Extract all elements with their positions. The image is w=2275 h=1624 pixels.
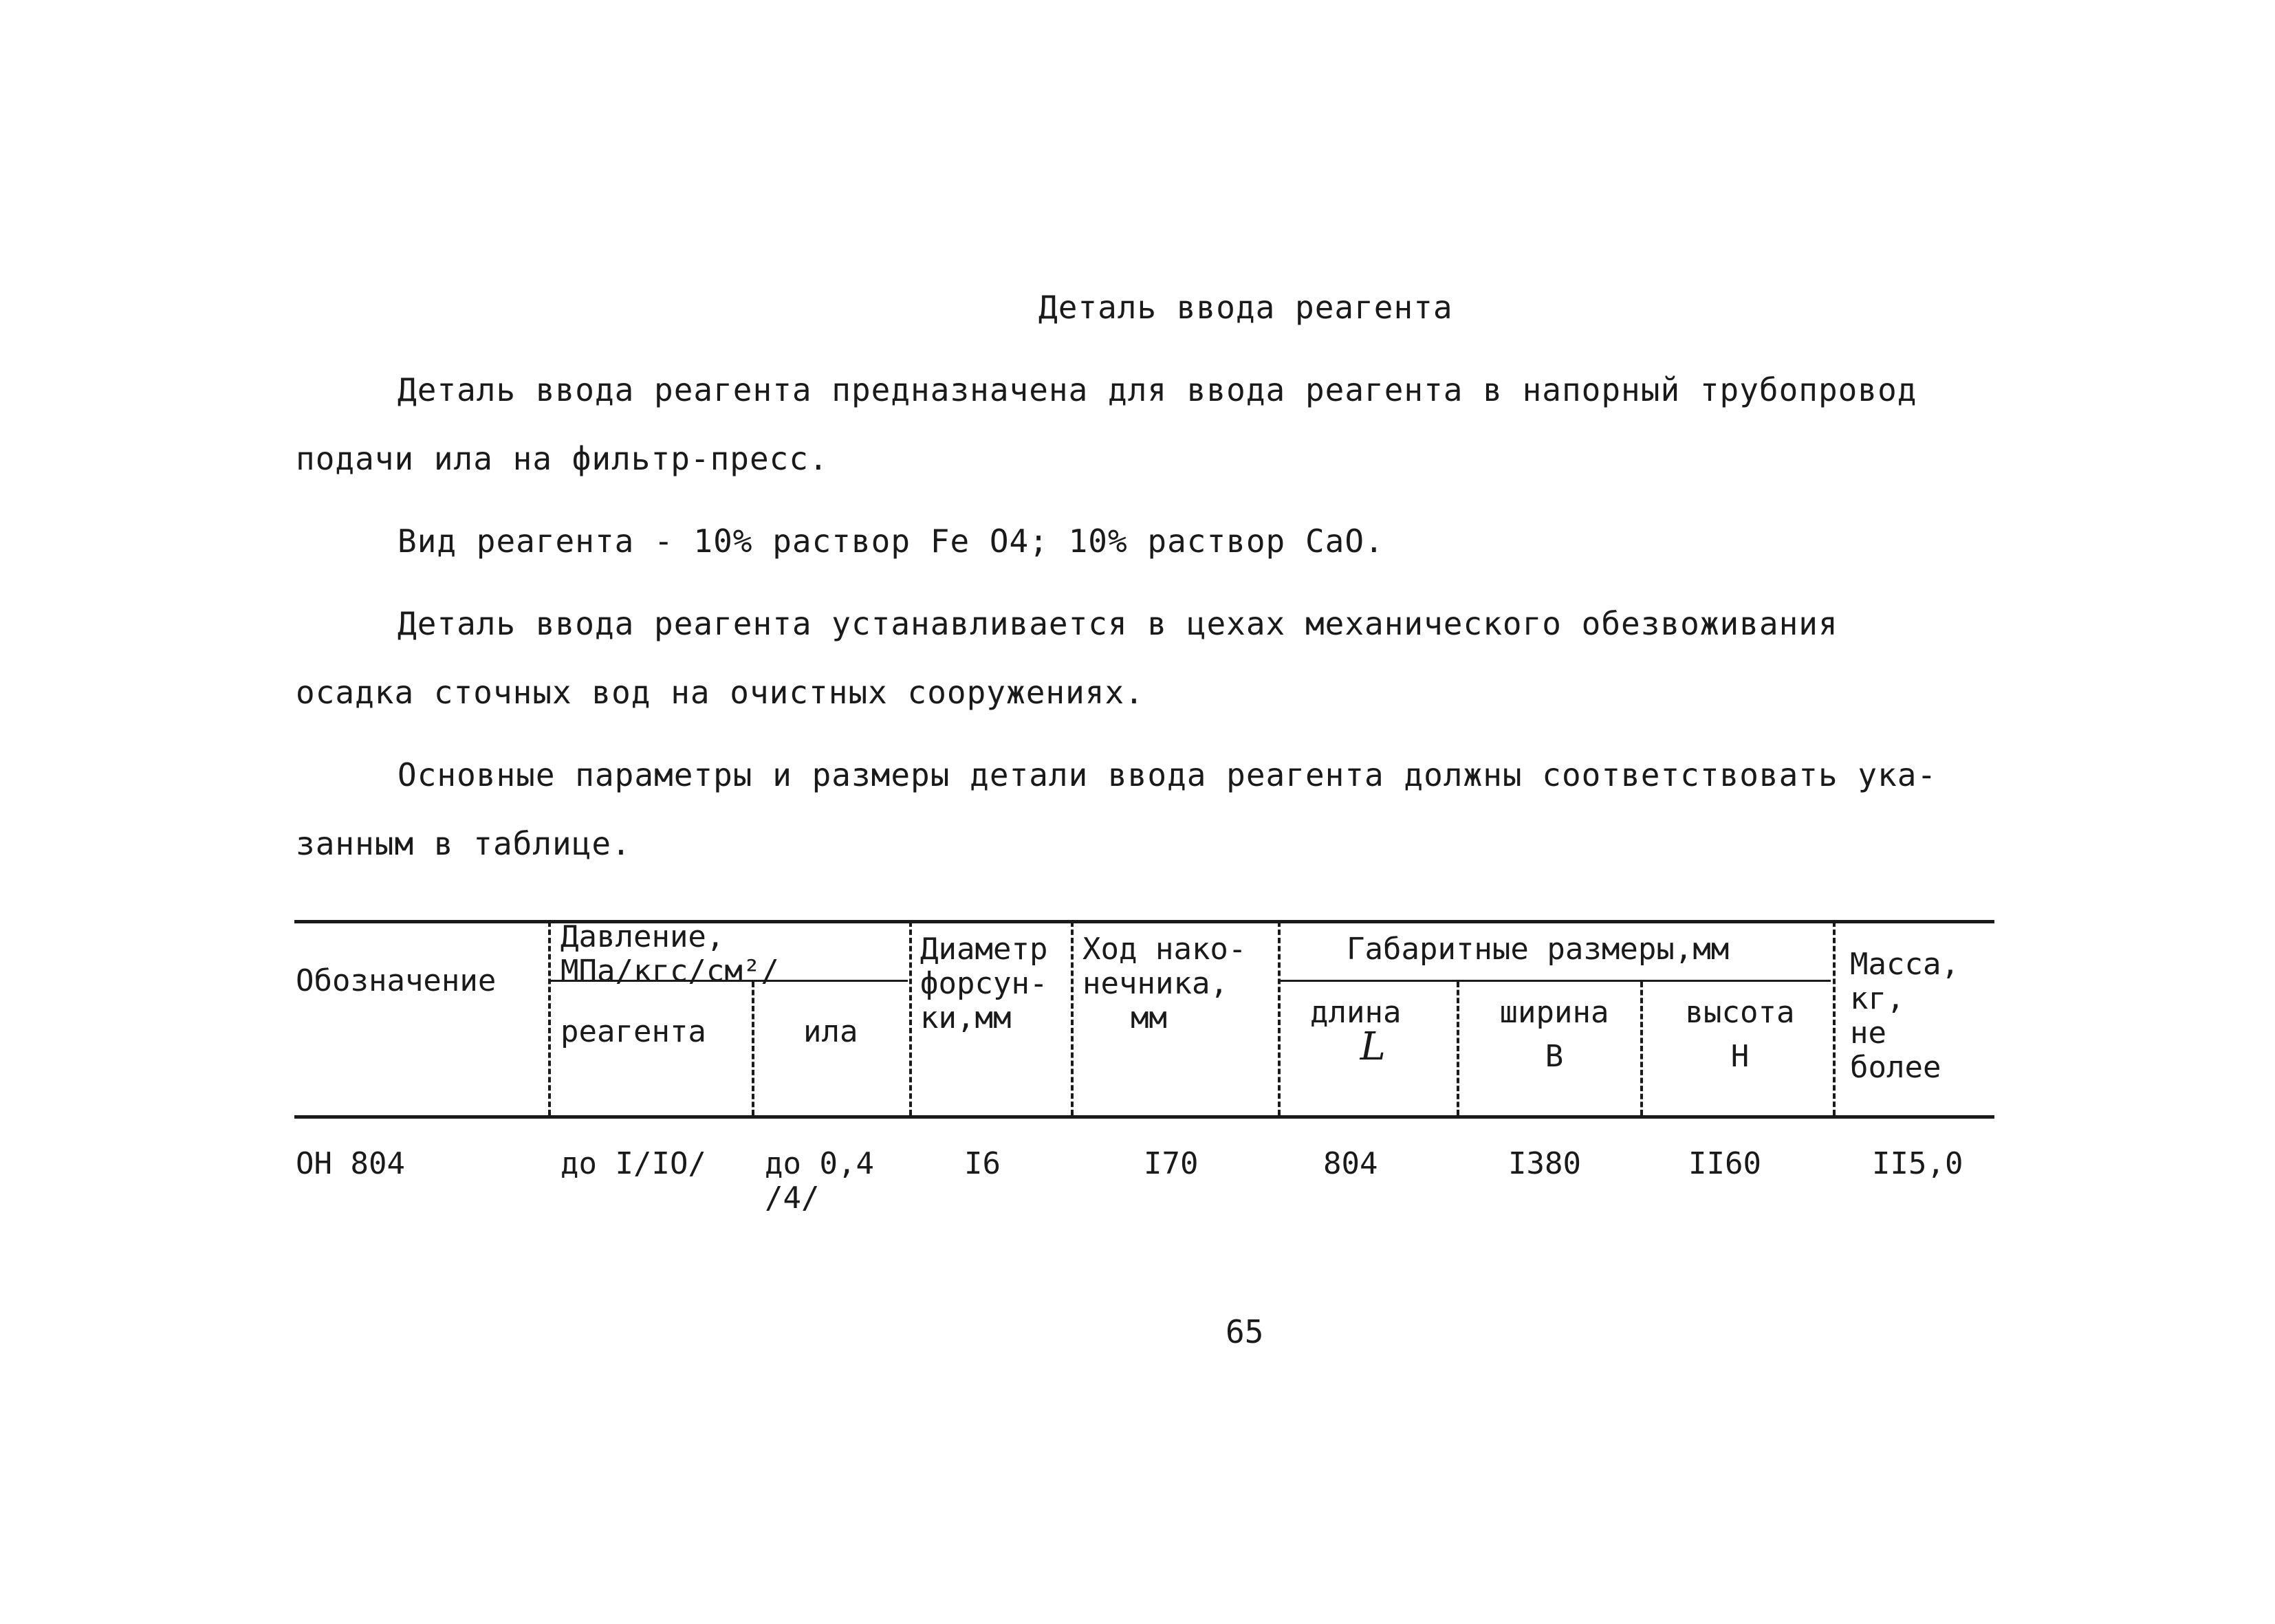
cell-length: 804 [1323, 1146, 1378, 1181]
header-stroke-line-3: мм [1131, 1000, 1167, 1035]
table-column-divider [1640, 982, 1643, 1115]
header-height [1664, 996, 1816, 1074]
cell-sludge-pressure [765, 1147, 874, 1216]
cell-sludge-pressure-line-2: /4/ [765, 1181, 820, 1216]
paragraph-parameters-line-1: Основные параметры и размеры детали ввода реагента должны соответствовать ука- [398, 756, 1937, 793]
document-title: Деталь ввода реагента [1038, 289, 1453, 326]
header-width-symbol: В [1545, 1039, 1564, 1074]
header-reagent: реагента [560, 1014, 706, 1049]
paragraph-reagent-type: Вид реагента - 10% раствор Fe O4; 10% раствор CaO. [398, 523, 1384, 560]
cell-diameter: I6 [964, 1146, 1001, 1181]
cell-mass: II5,0 [1872, 1146, 1963, 1181]
header-pressure-line-1: Давление, [560, 919, 725, 954]
header-sludge: ила [803, 1014, 858, 1049]
table-column-divider [752, 982, 754, 1115]
header-overall-dimensions: Габаритные размеры,мм [1347, 932, 1730, 967]
table-column-divider [909, 921, 912, 1115]
header-mass-line-2: кг, [1850, 981, 1905, 1016]
cell-reagent-pressure: до I/IO/ [560, 1146, 706, 1181]
paragraph-installation-line-1: Деталь ввода реагента устанавливается в цехах механического обезвоживания [398, 605, 1838, 642]
header-designation: Обозначение [296, 963, 497, 998]
header-mass-line-3: не [1850, 1016, 1886, 1051]
header-pressure-line-2: МПа/кгс/см²/ [560, 954, 779, 989]
table-column-divider [1071, 921, 1074, 1115]
cell-sludge-pressure-line-1: до 0,4 [765, 1146, 874, 1181]
header-stroke [1082, 932, 1246, 1035]
header-height-symbol: Н [1730, 1039, 1750, 1074]
cell-height: II60 [1688, 1146, 1761, 1181]
header-stroke-line-2: нечника, [1082, 966, 1228, 1001]
header-width-label: ширина [1499, 995, 1609, 1030]
cell-width: I380 [1508, 1146, 1581, 1181]
header-stroke-line-1: Ход нако- [1082, 932, 1247, 967]
header-length [1310, 995, 1402, 1069]
header-diameter [920, 932, 1047, 1035]
table-column-divider [1278, 921, 1281, 1115]
header-diameter-line-1: Диаметр [920, 932, 1048, 967]
paragraph-installation-line-2: осадка сточных вод на очистных сооружениях. [296, 674, 1144, 711]
table-header-rule [294, 1115, 1994, 1119]
header-diameter-line-2: форсун- [920, 966, 1048, 1001]
page-number: 65 [1226, 1313, 1264, 1350]
header-height-label: высота [1685, 995, 1795, 1030]
cell-stroke: I70 [1144, 1146, 1199, 1181]
table-dims-subrule [1281, 980, 1831, 982]
table-column-divider [548, 921, 551, 1115]
header-diameter-line-3: ки,мм [920, 1000, 1012, 1035]
paragraph-purpose-line-1: Деталь ввода реагента предназначена для ввода реагента в напорный трубопровод [398, 371, 1917, 408]
cell-designation: ОН 804 [296, 1146, 405, 1181]
paragraph-parameters-line-2: занным в таблице. [296, 825, 631, 862]
header-width [1485, 996, 1623, 1074]
header-length-symbol: L [1360, 1024, 1386, 1069]
paragraph-purpose-line-2: подачи ила на фильтр-пресс. [296, 440, 829, 477]
table-column-divider [1457, 982, 1459, 1115]
header-mass-line-4: более [1850, 1050, 1941, 1085]
header-length-label: длина [1310, 995, 1402, 1030]
table-column-divider [1833, 921, 1836, 1115]
header-mass [1850, 947, 1959, 1085]
header-pressure [560, 920, 891, 989]
header-mass-line-1: Масса, [1850, 947, 1959, 982]
